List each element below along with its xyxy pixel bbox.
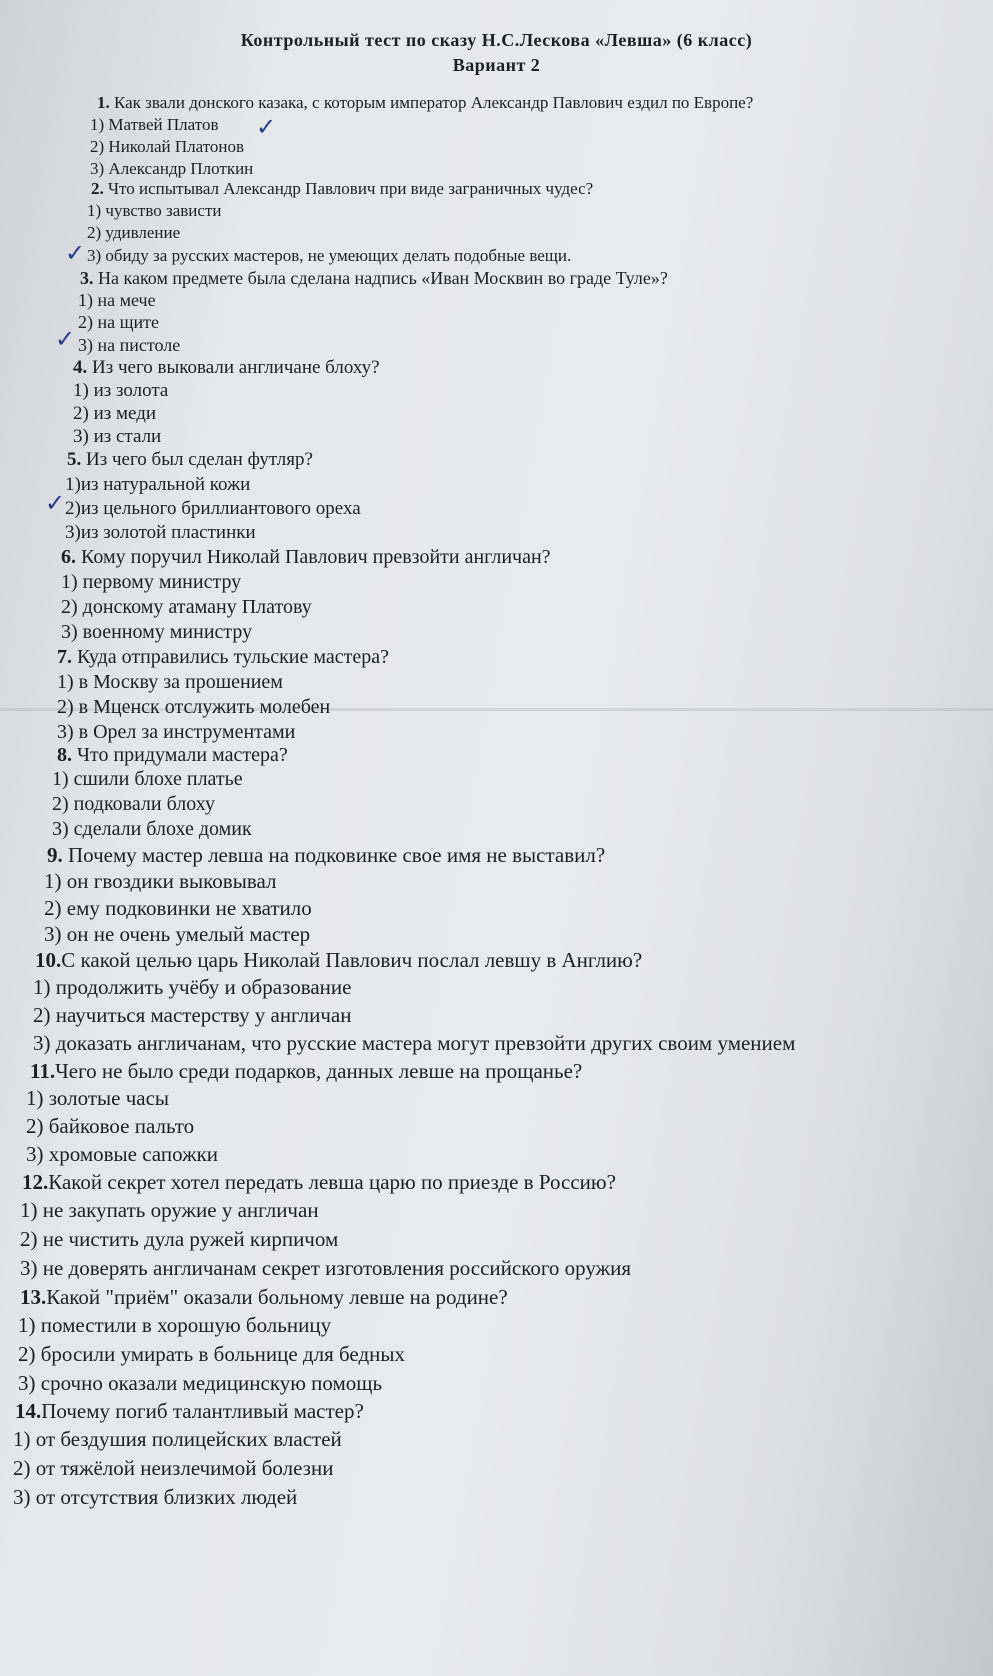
answer-option: 3) не доверять англичанам секрет изготовления российского оружия	[20, 1256, 632, 1280]
question-13	[20, 1285, 508, 1310]
answer-option: 3) хромовые сапожки	[26, 1142, 219, 1166]
answer-option: 1) продолжить учёбу и образование	[33, 975, 352, 999]
answer-option: 2) из меди	[73, 403, 157, 424]
question-7	[57, 646, 389, 669]
question-5	[67, 449, 313, 471]
handwritten-check-icon: ✓	[55, 325, 76, 353]
answer-option: 2) удивление	[87, 223, 181, 242]
answer-option: 3) военному министру	[61, 621, 253, 643]
answer-option: 3) он не очень умелый мастер	[44, 922, 311, 946]
handwritten-check-icon: ✓	[65, 239, 86, 267]
answer-option: 3) доказать англичанам, что русские мастера могут превзойти других своим умением	[33, 1031, 796, 1055]
question-number: 9.	[47, 843, 63, 867]
question-text: Куда отправились тульские мастера?	[72, 646, 390, 668]
answer-option: 3) сделали блохе домик	[52, 818, 252, 840]
answer-option: 3) Александр Плоткин	[90, 159, 254, 178]
answer-option: 2) донскому атаману Платову	[61, 596, 312, 618]
answer-option: 1) Матвей Платов	[90, 115, 219, 134]
answer-option: 2) научиться мастерству у англичан	[33, 1003, 352, 1027]
answer-option: 2) подковали блоху	[52, 793, 215, 815]
variant-label: Вариант 2	[452, 55, 541, 75]
question-text: На каком предмете была сделана надпись «Иван Москвин во граде Туле»?	[93, 268, 668, 288]
question-text: Что придумали мастера?	[72, 744, 288, 766]
question-8	[57, 744, 288, 767]
question-number: 12.	[22, 1170, 49, 1194]
answer-option: 2) байковое пальто	[26, 1114, 195, 1138]
question-12	[22, 1170, 616, 1195]
answer-option: 1) первому министру	[61, 571, 242, 593]
question-text: Из чего выковали англичане блоху?	[87, 357, 380, 378]
answer-option: 3)из золотой пластинки	[65, 522, 256, 543]
question-number: 1.	[97, 93, 110, 112]
question-number: 14.	[15, 1399, 42, 1423]
question-text: Какой "приём" оказали больному левше на родине?	[46, 1285, 508, 1309]
question-text: Почему погиб талантливый мастер?	[41, 1399, 364, 1423]
question-number: 5.	[67, 449, 82, 470]
answer-option: 2) ему подковинки не хватило	[44, 896, 312, 920]
answer-option: 2) бросили умирать в больнице для бедных	[18, 1342, 405, 1366]
answer-option: 3) в Орел за инструментами	[57, 721, 296, 743]
question-10	[35, 948, 642, 973]
question-text: Почему мастер левша на подковинке свое имя не выставил?	[62, 843, 606, 867]
answer-option: 1) он гвоздики выковывал	[44, 869, 277, 893]
question-number: 8.	[57, 744, 72, 766]
question-number: 4.	[73, 357, 88, 378]
answer-option: 1) чувство зависти	[87, 201, 222, 220]
answer-option: 1) не закупать оружие у англичан	[20, 1198, 319, 1222]
question-text: Чего не было среди подарков, данных левше на прощанье?	[55, 1059, 583, 1083]
question-1	[97, 93, 753, 113]
question-number: 3.	[80, 268, 94, 288]
question-text: Из чего был сделан футляр?	[81, 449, 313, 470]
question-number: 6.	[61, 546, 76, 568]
question-14	[15, 1399, 364, 1424]
answer-option: 2) на щите	[78, 312, 159, 332]
answer-option: 1)из натуральной кожи	[65, 474, 251, 495]
question-6	[61, 546, 551, 569]
question-text: Что испытывал Александр Павлович при виде заграничных чудес?	[103, 179, 594, 198]
question-number: 11.	[30, 1059, 56, 1083]
question-9	[47, 843, 605, 868]
question-number: 10.	[35, 948, 62, 972]
question-3	[80, 268, 668, 289]
answer-option: 1) из золота	[73, 380, 169, 401]
question-number: 7.	[57, 646, 72, 668]
answer-option: 1) от бездушия полицейских властей	[13, 1427, 342, 1451]
answer-option: 2) не чистить дула ружей кирпичом	[20, 1227, 339, 1251]
answer-option: 1) поместили в хорошую больницу	[18, 1313, 332, 1337]
question-text: С какой целью царь Николай Павлович послал левшу в Англию?	[61, 948, 643, 972]
question-text: Какой секрет хотел передать левша царю по приезде в Россию?	[48, 1170, 616, 1194]
handwritten-check-icon: ✓	[45, 489, 66, 517]
answer-option: 3) обиду за русских мастеров, не умеющих делать подобные вещи.	[87, 246, 572, 265]
question-11	[30, 1059, 582, 1084]
answer-option: 1) золотые часы	[26, 1086, 170, 1110]
answer-option: 3) на пистоле	[78, 335, 181, 355]
test-title: Контрольный тест по сказу Н.С.Лескова «Левша» (6 класс)	[240, 30, 753, 50]
answer-option: 2) Николай Платонов	[90, 137, 245, 156]
question-2	[91, 179, 593, 199]
question-text: Как звали донского казака, с которым император Александр Павлович ездил по Европе?	[109, 93, 754, 112]
answer-option: 3) от отсутствия близких людей	[13, 1485, 298, 1509]
answer-option: 3) из стали	[73, 426, 162, 447]
answer-option: 2) в Мценск отслужить молебен	[57, 696, 331, 718]
answer-option: 1) в Москву за прошением	[57, 671, 283, 693]
question-number: 2.	[91, 179, 104, 198]
answer-option: 1) на мече	[78, 290, 156, 310]
question-4	[73, 357, 380, 379]
question-number: 13.	[20, 1285, 47, 1309]
answer-option: 3) срочно оказали медицинскую помощь	[18, 1371, 383, 1395]
answer-option: 2) от тяжёлой неизлечимой болезни	[13, 1456, 334, 1480]
answer-option: 2)из цельного бриллиантового ореха	[65, 498, 361, 519]
question-text: Кому поручил Николай Павлович превзойти англичан?	[76, 546, 551, 568]
answer-option: 1) сшили блохе платье	[52, 768, 243, 790]
handwritten-check-icon: ✓	[256, 113, 277, 141]
